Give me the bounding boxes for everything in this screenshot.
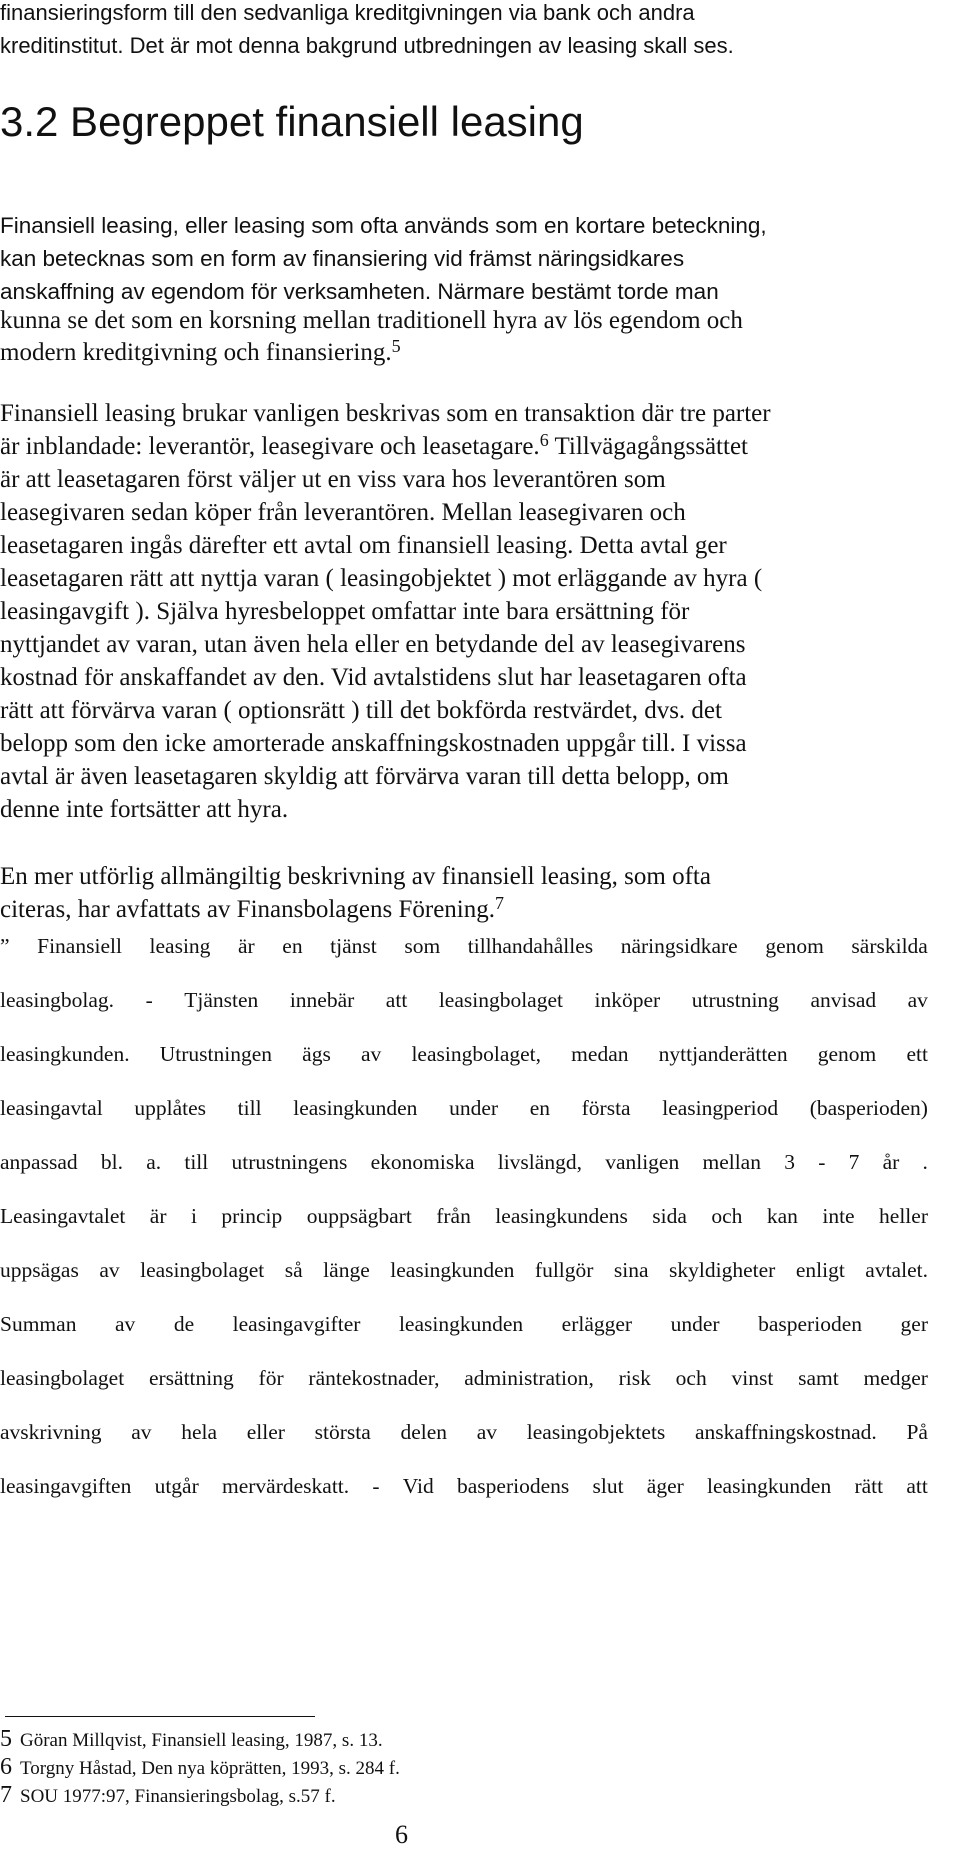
footnote-5	[0, 1726, 383, 1753]
footnote-text: Göran Millqvist, Finansiell leasing, 1987, s. 13.	[20, 1730, 383, 1751]
quote-line: anpassad bl. a. till utrustningens ekonomiska livslängd, vanligen mellan 3 - 7 år .	[0, 1150, 928, 1174]
para2-line-1: Finansiell leasing brukar vanligen beskrivas som en transaktion där tre parter	[0, 400, 771, 427]
footnote-text: Torgny Håstad, Den nya köprätten, 1993, s. 284 f.	[20, 1758, 400, 1779]
quote-line: Leasingavtalet är i princip ouppsägbart från leasingkundens sida och kan inte heller	[0, 1204, 928, 1228]
quote-line: uppsägas av leasingbolaget så länge leasingkunden fullgör sina skyldigheter enligt avtalet.	[0, 1258, 928, 1282]
para2-line-2: är inblandade: leverantör, leasegivare och leasetagare.$^6$ Tillvägagångssättet	[0, 429, 748, 460]
para2-line-7: leasingavgift ). Själva hyresbeloppet omfattar inte bara ersättning för	[0, 598, 690, 625]
quote-line: leasingavgiften utgår mervärdeskatt. - Vid basperiodens slut äger leasingkunden rätt att	[0, 1474, 928, 1498]
para1-line-4: kunna se det som en korsning mellan traditionell hyra av lös egendom och	[0, 307, 743, 334]
para2-line-8: nyttjandet av varan, utan även hela eller en betydande del av leasegivarens	[0, 631, 746, 658]
page-number: 6	[395, 1820, 408, 1849]
para2-line-11: belopp som den icke amorterade anskaffningskostnaden uppgår till. I vissa	[0, 730, 747, 757]
intro-line-2: kreditinstitut. Det är mot denna bakgrund utbredningen av leasing skall ses.	[0, 33, 734, 58]
para2-line-5: leasetagaren ingås därefter ett avtal om finansiell leasing. Detta avtal ger	[0, 532, 727, 559]
para2-line-4: leasegivaren sedan köper från leverantören. Mellan leasegivaren och	[0, 499, 686, 526]
para2-line-3: är att leasetagaren först väljer ut en viss vara hos leverantören som	[0, 466, 666, 493]
para1-line-1: Finansiell leasing, eller leasing som ofta används som en kortare beteckning,	[0, 213, 767, 238]
footnote-divider	[5, 1716, 315, 1717]
para2-line-9: kostnad för anskaffandet av den. Vid avtalstidens slut har leasetagaren ofta	[0, 664, 747, 691]
footnote-text: SOU 1977:97, Finansieringsbolag, s.57 f.	[20, 1786, 336, 1807]
footnote-ref-6: 6	[539, 429, 549, 450]
footnote-6	[0, 1754, 400, 1781]
quote-line: avskrivning av hela eller största delen av leasingobjektets anskaffningskostnad. På	[0, 1420, 928, 1444]
footnote-number: 7	[0, 1782, 12, 1808]
para2-line-12: avtal är även leasetagaren skyldig att förvärva varan till detta belopp, om	[0, 763, 729, 790]
quote-line: leasingbolaget ersättning för räntekostnader, administration, risk och vinst samt medger	[0, 1366, 928, 1390]
footnote-ref-7: 7	[495, 892, 504, 913]
para1-line-2: kan betecknas som en form av finansiering vid främst näringsidkares	[0, 246, 685, 271]
quote-line: leasingkunden. Utrustningen ägs av leasingbolaget, medan nyttjanderätten genom ett	[0, 1042, 928, 1066]
footnote-7	[0, 1782, 336, 1809]
para1-line-3: anskaffning av egendom för verksamheten. Närmare bestämt torde man	[0, 279, 719, 304]
para3-line-1: En mer utförlig allmängiltig beskrivning av finansiell leasing, som ofta	[0, 863, 711, 890]
section-heading: 3.2 Begreppet finansiell leasing	[0, 98, 584, 145]
para2-line-10: rätt att förvärva varan ( optionsrätt ) till det bokförda restvärdet, dvs. det	[0, 697, 722, 724]
footnote-number: 5	[0, 1726, 12, 1752]
footnote-number: 6	[0, 1754, 12, 1780]
quote-line: leasingavtal upplåtes till leasingkunden under en första leasingperiod (basperioden)	[0, 1096, 928, 1120]
quote-line: ” Finansiell leasing är en tjänst som tillhandahålles näringsidkare genom särskilda	[0, 934, 928, 958]
quote-line: Summan av de leasingavgifter leasingkunden erlägger under basperioden ger	[0, 1312, 928, 1336]
para2-line-6: leasetagaren rätt att nyttja varan ( leasingobjektet ) mot erläggande av hyra (	[0, 565, 763, 592]
para3-line-2: citeras, har avfattats av Finansbolagens Förening.$^7$	[0, 892, 504, 923]
quote-line: leasingbolag. - Tjänsten innebär att leasingbolaget inköper utrustning anvisad av	[0, 988, 928, 1012]
para1-line-5: modern kreditgivning och finansiering.$^5$	[0, 335, 401, 366]
footnote-ref-5: 5	[391, 335, 401, 356]
para2-line-13: denne inte fortsätter att hyra.	[0, 796, 289, 823]
intro-line-1: finansieringsform till den sedvanliga kreditgivningen via bank och andra	[0, 0, 695, 25]
